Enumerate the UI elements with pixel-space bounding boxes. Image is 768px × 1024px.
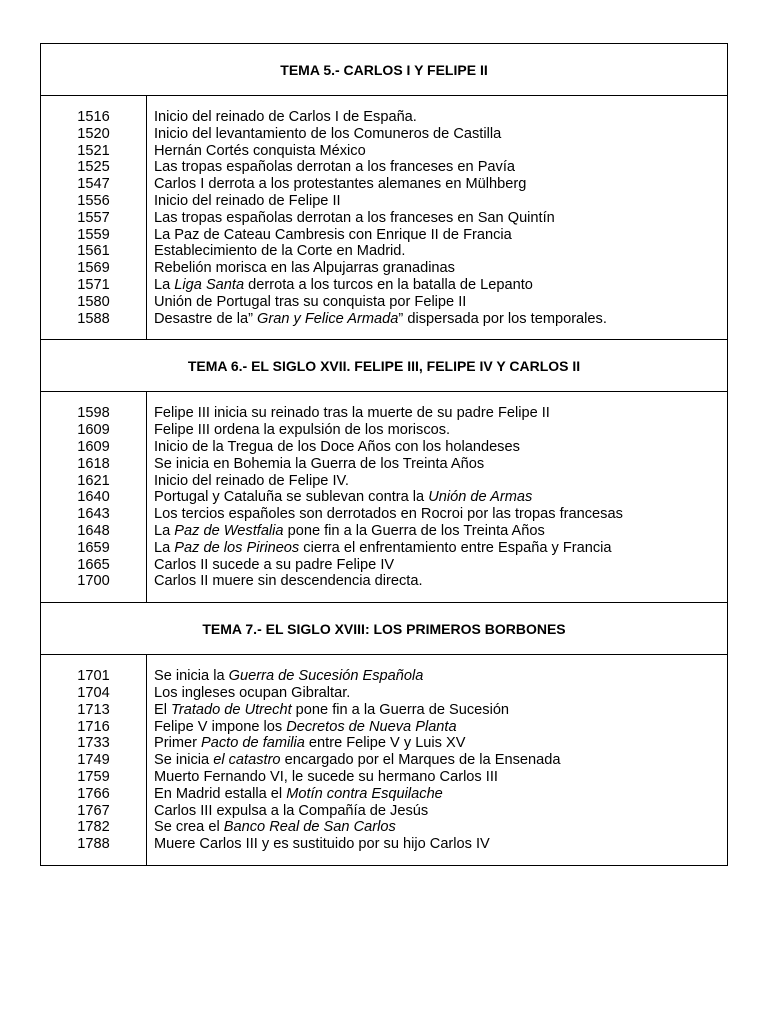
entry-event <box>154 557 727 574</box>
event-italic-text: el catastro <box>213 752 281 769</box>
event-text: Primer <box>154 735 202 752</box>
event-text: pone fin a la Guerra de Sucesión <box>291 701 510 718</box>
event-text: Muerto Fernando VI, le sucede su hermano Carlos III <box>154 768 498 785</box>
event-text: Establecimiento de la Corte en Madrid. <box>154 243 406 260</box>
entry-year: 1569 <box>77 260 110 277</box>
entry-event <box>154 573 727 590</box>
event-text: derrota a los turcos en la batalla de Lepanto <box>244 276 533 293</box>
event-text: Felipe V impone los <box>154 718 287 735</box>
event-text: Inicio del reinado de Felipe IV. <box>154 472 349 489</box>
entry-event <box>154 294 727 311</box>
entry-year: 1561 <box>77 243 110 260</box>
event-text: Portugal y Cataluña se sublevan contra la <box>154 489 429 506</box>
entry-year: 1520 <box>77 125 110 142</box>
entry-year: 1766 <box>77 785 110 802</box>
year-column <box>41 96 147 340</box>
event-text: El <box>154 701 172 718</box>
event-text: entre Felipe V y Luis XV <box>304 735 466 752</box>
section-title: TEMA 6.- EL SIGLO XVII. FELIPE III, FELIPE IV Y CARLOS II <box>41 340 728 392</box>
entry-year: 1701 <box>77 668 110 685</box>
entry-year: 1571 <box>77 276 110 293</box>
entry-event <box>154 439 727 456</box>
year-column <box>41 655 147 866</box>
entry-event <box>154 143 727 160</box>
entry-event <box>154 159 727 176</box>
entry-event <box>154 819 727 836</box>
entry-year: 1749 <box>77 752 110 769</box>
section-body-row <box>41 655 728 866</box>
entry-event <box>154 210 727 227</box>
event-text: pone fin a la Guerra de los Treinta Años <box>283 522 545 539</box>
entry-year: 1598 <box>77 405 110 422</box>
entry-year: 1621 <box>77 472 110 489</box>
entry-year: 1716 <box>77 718 110 735</box>
entry-year: 1580 <box>77 293 110 310</box>
entry-event <box>154 489 727 506</box>
entry-year: 1788 <box>77 836 110 853</box>
entry-event <box>154 506 727 523</box>
entry-year: 1521 <box>77 142 110 159</box>
entry-year: 1609 <box>77 422 110 439</box>
entry-event <box>154 540 727 557</box>
event-text: Felipe III inicia su reinado tras la muerte de su padre Felipe II <box>154 405 550 422</box>
entry-event <box>154 719 727 736</box>
entry-event <box>154 523 727 540</box>
entry-event <box>154 456 727 473</box>
entry-year: 1700 <box>77 573 110 590</box>
entry-event <box>154 176 727 193</box>
event-text: Muere Carlos III y es sustituido por su hijo Carlos IV <box>154 836 490 853</box>
entry-year: 1659 <box>77 539 110 556</box>
entry-event <box>154 405 727 422</box>
event-text: Se inicia <box>154 752 214 769</box>
section-header-row <box>41 603 728 655</box>
entry-year: 1559 <box>77 226 110 243</box>
section-body-row <box>41 96 728 340</box>
entry-year: 1640 <box>77 489 110 506</box>
event-italic-text: Liga Santa <box>174 276 245 293</box>
event-text: cierra el enfrentamiento entre España y Francia <box>299 539 612 556</box>
entry-event <box>154 702 727 719</box>
event-text: Se inicia en Bohemia la Guerra de los Treinta Años <box>154 455 485 472</box>
event-text: Carlos III expulsa a la Compañía de Jesús <box>154 802 429 819</box>
event-text: Inicio del reinado de Carlos I de España. <box>154 109 417 125</box>
event-text: Hernán Cortés conquista México <box>154 142 366 159</box>
section-header-row <box>41 340 728 392</box>
entry-event <box>154 769 727 786</box>
entry-year: 1609 <box>77 438 110 455</box>
event-italic-text: Paz de Westfalia <box>174 522 284 539</box>
event-text: Las tropas españolas derrotan a los franceses en San Quintín <box>154 209 555 226</box>
event-text: La Paz de Cateau Cambresis con Enrique II de Francia <box>154 226 512 243</box>
event-italic-text: Motín contra Esquilache <box>286 785 443 802</box>
event-text: Desastre de la” <box>154 310 258 327</box>
entry-event <box>154 227 727 244</box>
event-column <box>147 96 728 340</box>
entry-event <box>154 422 727 439</box>
section-body-row <box>41 392 728 603</box>
entry-event <box>154 243 727 260</box>
chronology-table <box>40 43 728 866</box>
entry-year: 1648 <box>77 522 110 539</box>
event-text: Unión de Portugal tras su conquista por Felipe II <box>154 293 467 310</box>
event-text: Inicio del reinado de Felipe II <box>154 192 341 209</box>
entry-year: 1588 <box>77 310 110 327</box>
section-title: TEMA 5.- CARLOS I Y FELIPE II <box>41 44 728 96</box>
entry-event <box>154 311 727 328</box>
entry-event <box>154 752 727 769</box>
event-text: Carlos I derrota a los protestantes alemanes en Mülhberg <box>154 176 527 193</box>
entry-event <box>154 126 727 143</box>
year-column <box>41 392 147 603</box>
entry-event <box>154 786 727 803</box>
section-header-row <box>41 44 728 96</box>
event-column <box>147 392 728 603</box>
entry-year: 1733 <box>77 735 110 752</box>
entry-event <box>154 735 727 752</box>
entry-event <box>154 260 727 277</box>
entry-year: 1643 <box>77 506 110 523</box>
entry-event <box>154 668 727 685</box>
event-text: Los ingleses ocupan Gibraltar. <box>154 684 351 701</box>
entry-event <box>154 277 727 294</box>
entry-year: 1713 <box>77 701 110 718</box>
entry-event <box>154 473 727 490</box>
entry-year: 1557 <box>77 209 110 226</box>
entry-event <box>154 685 727 702</box>
entry-year: 1767 <box>77 802 110 819</box>
entry-year: 1759 <box>77 768 110 785</box>
event-italic-text: Guerra de Sucesión Española <box>228 668 424 685</box>
event-italic-text: Unión de Armas <box>428 489 533 506</box>
entry-year: 1547 <box>77 176 110 193</box>
chronology-table-body <box>41 44 728 866</box>
event-text: Carlos II sucede a su padre Felipe IV <box>154 556 395 573</box>
event-text: En Madrid estalla el <box>154 785 287 802</box>
event-text: Rebelión morisca en las Alpujarras granadinas <box>154 260 455 277</box>
event-text: La <box>154 276 175 293</box>
event-italic-text: Pacto de familia <box>201 735 305 752</box>
event-italic-text: Tratado de Utrecht <box>171 701 292 718</box>
entry-year: 1516 <box>77 109 110 125</box>
entry-year: 1618 <box>77 455 110 472</box>
event-text: encargado por el Marques de la Ensenada <box>280 752 561 769</box>
event-text: Felipe III ordena la expulsión de los moriscos. <box>154 422 451 439</box>
entry-event <box>154 803 727 820</box>
event-text: ” dispersada por los temporales. <box>398 310 607 327</box>
event-italic-text: Banco Real de San Carlos <box>223 819 396 836</box>
event-text: Inicio del levantamiento de los Comuneros de Castilla <box>154 125 502 142</box>
entry-year: 1782 <box>77 819 110 836</box>
entry-event <box>154 193 727 210</box>
entry-year: 1525 <box>77 159 110 176</box>
event-text: La <box>154 522 175 539</box>
entry-year: 1556 <box>77 192 110 209</box>
event-italic-text: Decretos de Nueva Planta <box>286 718 457 735</box>
section-title: TEMA 7.- EL SIGLO XVIII: LOS PRIMEROS BORBONES <box>41 603 728 655</box>
event-text: Inicio de la Tregua de los Doce Años con los holandeses <box>154 438 520 455</box>
entry-year: 1665 <box>77 556 110 573</box>
event-text: Se inicia la <box>154 668 229 685</box>
event-text: Se crea el <box>154 819 224 836</box>
entry-event <box>154 109 727 126</box>
event-text: La <box>154 539 175 556</box>
entry-event <box>154 836 727 853</box>
event-text: Las tropas españolas derrotan a los franceses en Pavía <box>154 159 516 176</box>
event-text: Los tercios españoles son derrotados en Rocroi por las tropas francesas <box>154 506 623 523</box>
entry-year: 1704 <box>77 684 110 701</box>
event-italic-text: Gran y Felice Armada <box>257 310 399 327</box>
event-text: Carlos II muere sin descendencia directa. <box>154 573 423 590</box>
event-column <box>147 655 728 866</box>
event-italic-text: Paz de los Pirineos <box>174 539 300 556</box>
